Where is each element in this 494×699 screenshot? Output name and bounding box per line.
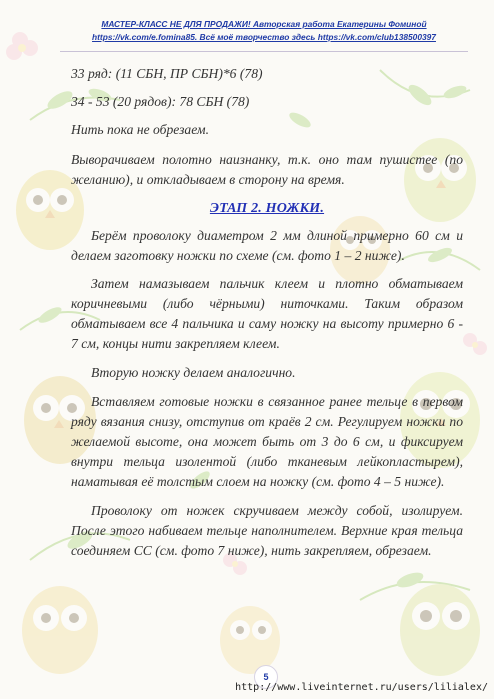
paragraph-twist-wire: Проволоку от ножек скручиваем между собой, изолируем. После этого набиваем тельце наполнителем. Верхние края тельца соединяем СС (см. фото 7 ниже), нить закрепляем, обрезаем.	[71, 503, 463, 558]
paragraph-thread: Нить пока не обрезаем.	[71, 122, 209, 137]
document-body	[71, 64, 463, 561]
paragraph-insert-legs: Вставляем готовые ножки в связанное ранее тельце в первом ряду вязания снизу, отступив от краёв 2 см. Регулируем ножки по желаемой высоте, она может быть от 3 до 6 см, и фиксируем внутри тельца изолентой (либо тканевым лейкопластырем), наматывая её толстым слоем на ножку (см. фото 4 – 5 ниже).	[71, 394, 463, 489]
header-links-line[interactable]: https://vk.com/e.fomina85. Всё моё творчество здесь https://vk.com/club138500397	[92, 32, 436, 42]
row-33-instruction: 33 ряд: (11 СБН, ПР СБН)*6 (78)	[71, 66, 263, 81]
header-copyright-line: МАСТЕР-КЛАСС НЕ ДЛЯ ПРОДАЖИ! Авторская работа Екатерины Фоминой	[101, 19, 427, 29]
watermark-url[interactable]: http://www.liveinternet.ru/users/lilialex/	[235, 682, 488, 693]
paragraph-turn-inside-out: Выворачиваем полотно наизнанку, т.к. оно там пушистее (по желанию), и откладываем в сторону на время.	[71, 152, 463, 187]
paragraph-wire: Берём проволоку диаметром 2 мм длиной примерно 60 см и делаем заготовку ножки по схеме (см. фото 1 – 2 ниже).	[71, 228, 463, 263]
paragraph-second-leg: Вторую ножку делаем аналогично.	[91, 365, 296, 380]
paragraph-wrap-fingers: Затем намазываем пальчик клеем и плотно обматываем коричневыми (либо чёрными) ниточками. Таким образом обматываем все 4 пальчика и саму ножку на высоту примерно 6 - 7 см, концы нити закрепляем клеем.	[71, 276, 463, 351]
stage-heading: ЭТАП 2. НОЖКИ.	[209, 201, 325, 216]
rows-34-53-instruction: 34 - 53 (20 рядов): 78 СБН (78)	[71, 94, 250, 109]
page-header	[60, 18, 468, 44]
header-divider	[60, 51, 468, 52]
page-number: 5	[254, 665, 278, 689]
